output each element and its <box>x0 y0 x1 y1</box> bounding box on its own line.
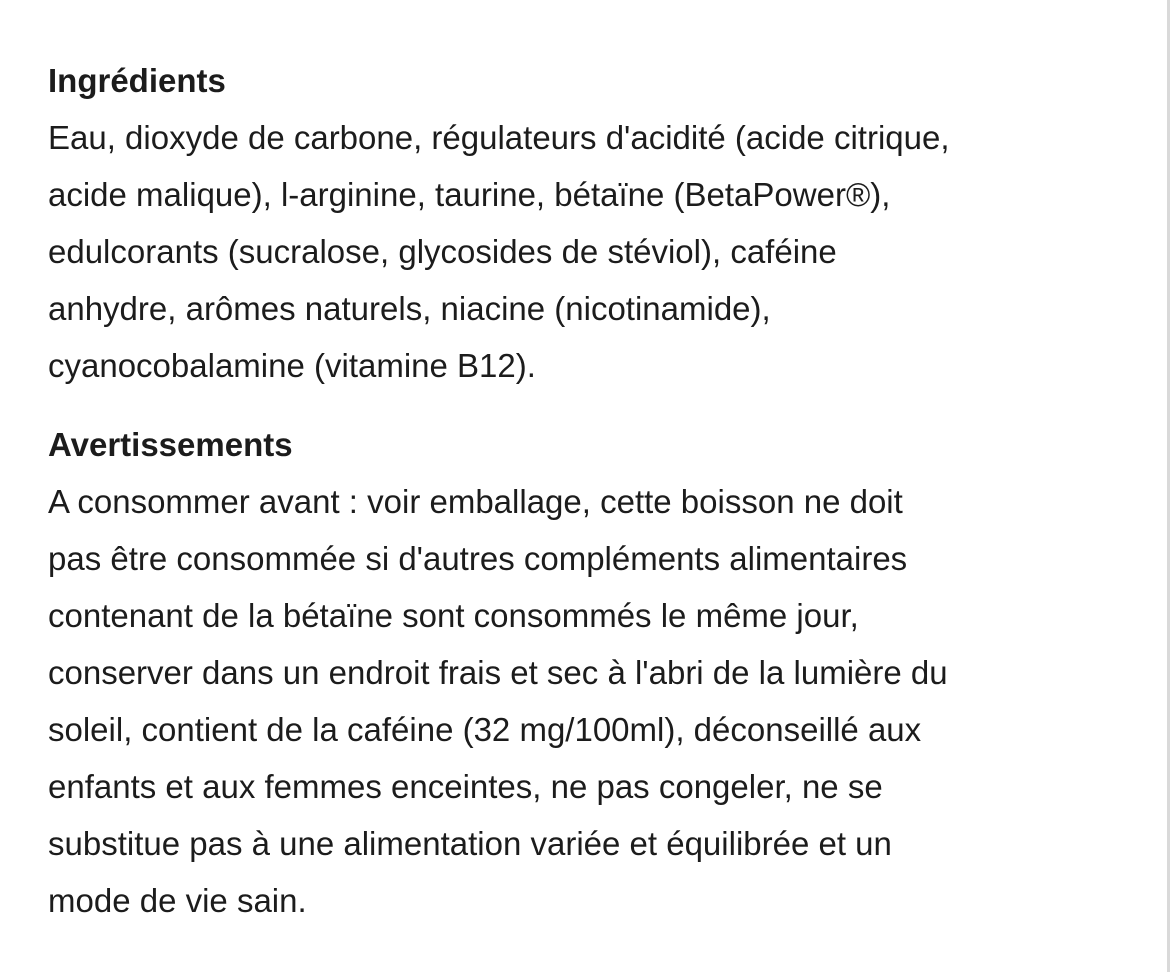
ingredients-line: edulcorants (sucralose, glycosides de stéviol), caféine <box>48 233 837 270</box>
warnings-line: enfants et aux femmes enceintes, ne pas congeler, ne se <box>48 768 883 805</box>
warnings-line: soleil, contient de la caféine (32 mg/100ml), déconseillé aux <box>48 711 922 748</box>
warnings-line: contenant de la bétaïne sont consommés le même jour, <box>48 597 859 634</box>
ingredients-line: acide malique), l-arginine, taurine, bétaïne (BetaPower®), <box>48 176 891 213</box>
warnings-title: Avertissements <box>48 426 293 463</box>
warnings-line: pas être consommée si d'autres compléments alimentaires <box>48 540 908 577</box>
ingredients-section <box>48 52 1138 394</box>
warnings-section <box>48 416 1138 929</box>
ingredients-text <box>48 109 1138 394</box>
warnings-line: A consommer avant : voir emballage, cette boisson ne doit <box>48 483 903 520</box>
product-details <box>48 52 1138 929</box>
ingredients-line: Eau, dioxyde de carbone, régulateurs d'acidité (acide citrique, <box>48 119 950 156</box>
warnings-line: conserver dans un endroit frais et sec à l'abri de la lumière du <box>48 654 948 691</box>
warnings-line: mode de vie sain. <box>48 882 307 919</box>
ingredients-line: cyanocobalamine (vitamine B12). <box>48 347 536 384</box>
ingredients-title: Ingrédients <box>48 62 226 99</box>
warnings-line: substitue pas à une alimentation variée et équilibrée et un <box>48 825 892 862</box>
warnings-text <box>48 473 1138 929</box>
ingredients-line: anhydre, arômes naturels, niacine (nicotinamide), <box>48 290 771 327</box>
